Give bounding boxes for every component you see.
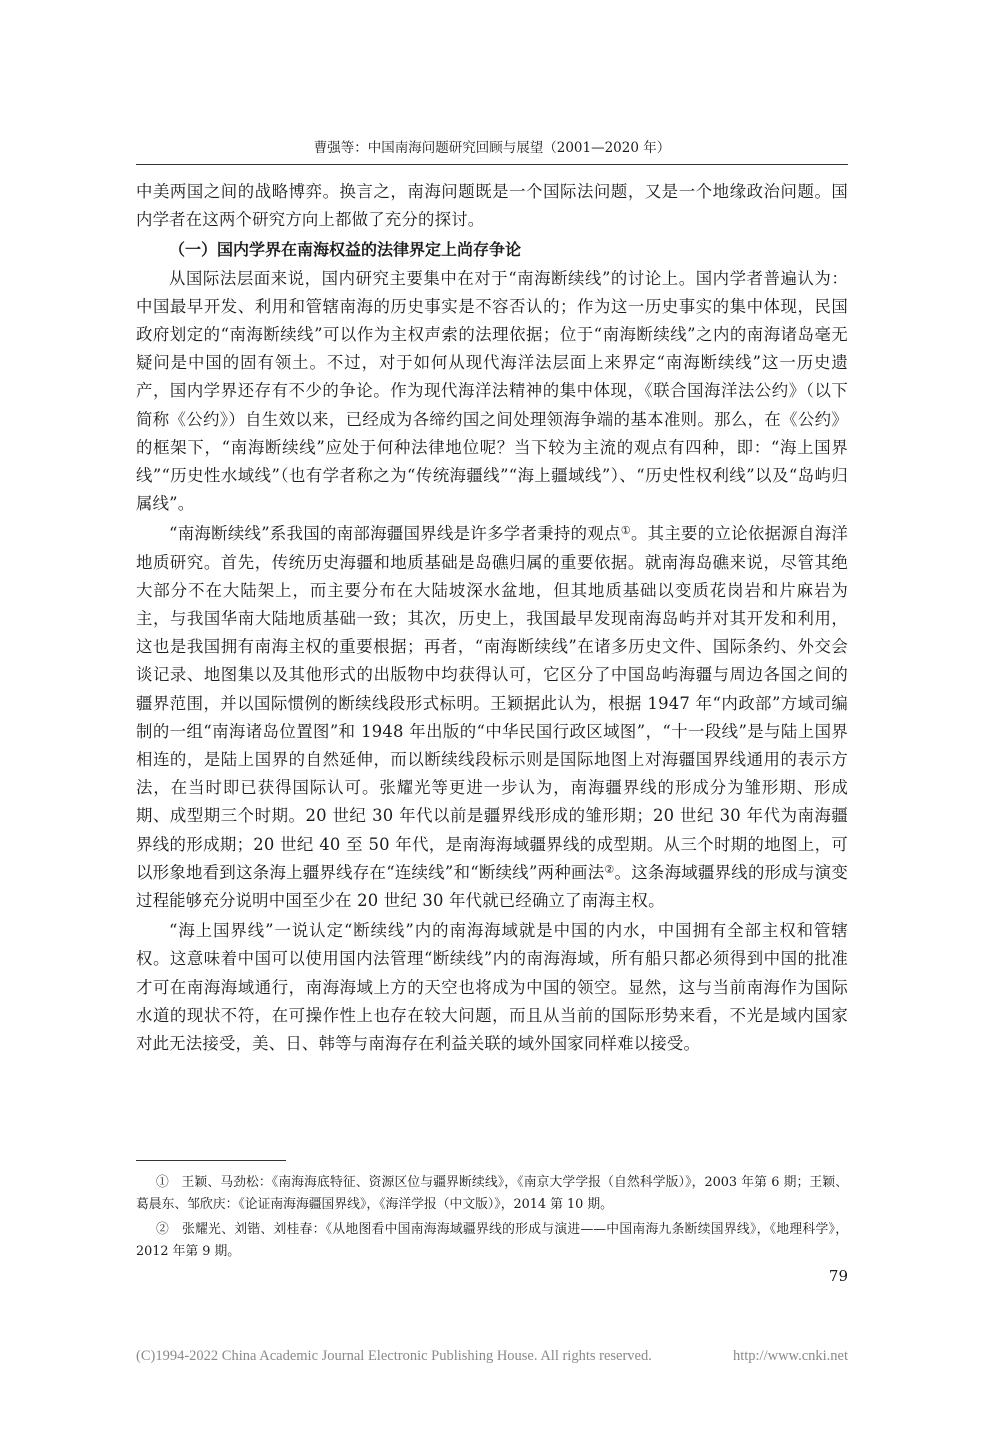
paragraph-1: 中美两国之间的战略博弈。换言之，南海问题既是一个国际法问题，又是一个地缘政治问题。国内学者在这两个研究方向上都做了充分的探讨。 [136, 182, 848, 230]
running-title: 曹强等：中国南海问题研究回顾与展望（2001—2020 年） [313, 140, 671, 156]
footnote-2 [136, 1219, 848, 1262]
paragraph-4: “海上国界线”一说认定“断续线”内的南海海域就是中国的内水，中国拥有全部主权和管辖权。这意味着中国可以使用国内法管理“断续线”内的南海海域，所有船只都必须得到中国的批准才可在南海海域通行，南海海域上方的天空也将成为中国的领空。显然，这与当前南海作为国际水道的现状不符，在可操作性上也存在较大问题，而且从当前的国际形势来看，不光是域内国家对此无法接受，美、日、韩等与南海存在利益关联的域外国家同样难以接受。 [136, 921, 848, 1054]
footnote-ref-2[interactable]: ② [604, 862, 615, 876]
copyright-footer [136, 1348, 848, 1365]
paragraph-2: 从国际法层面来说，国内研究主要集中在对于“南海断续线”的讨论上。国内学者普遍认为：中国最早开发、利用和管辖南海的历史事实是不容否认的；作为这一历史事实的集中体现，民国政府划定的“南海断续线”可以作为主权声索的法理依据；位于“南海断续线”之内的南海诸岛毫无疑问是中国的固有领土。不过，对于如何从现代海洋法层面上来界定“南海断续线”这一历史遗产，国内学界还存有不少的争论。作为现代海洋法精神的集中体现，《联合国海洋法公约》（以下简称《公约》）自生效以来，已经成为各缔约国之间处理领海争端的基本准则。那么，在《公约》的框架下，“南海断续线”应处于何种法律地位呢？当下较为主流的观点有四种，即：“海上国界线”“历史性水域线”（也有学者称之为“传统海疆线”“海上疆域线”）、“历史性权利线”以及“岛屿归属线”。 [136, 268, 848, 514]
footnote-2-mark: ② [156, 1222, 170, 1237]
footnote-1-mark: ① [156, 1175, 169, 1190]
running-header [136, 139, 848, 157]
section-heading: （一）国内学界在南海权益的法律界定上尚存争论 [169, 240, 522, 260]
publisher-url[interactable]: http://www.cnki.net [732, 1348, 848, 1364]
paragraph-3 [136, 520, 848, 915]
footnote-1-text: 王颖、马劲松：《南海海底特征、资源区位与疆界断续线》，《南京大学学报（自然科学版）》，2003 年第 6 期；王颖、葛晨东、邹欣庆：《论证南海海疆国界线》，《海洋学报（中文版）》，2014 第 10 期。 [136, 1175, 848, 1212]
article-body [136, 178, 848, 1058]
footnote-1 [136, 1172, 848, 1215]
copyright-text: (C)1994-2022 China Academic Journal Electronic Publishing House. All rights reserved. [136, 1348, 652, 1364]
footnotes [136, 1172, 848, 1266]
paragraph-3-text-a: “南海断续线”系我国的南部海疆国界线是许多学者秉持的观点 [169, 524, 621, 544]
header-rule [136, 164, 848, 165]
page-number: 79 [828, 1267, 848, 1285]
footnote-ref-1[interactable]: ① [620, 524, 631, 538]
paragraph-3-text-b: 。其主要的立论依据源自海洋地质研究。首先，传统历史海疆和地质基础是岛礁归属的重要依据。就南海岛礁来说，尽管其绝大部分不在大陆架上，而主要分布在大陆坡深水盆地，但其地质基础以变质花岗岩和片麻岩为主，与我国华南大陆地质基础一致；其次，历史上，我国最早发现南海岛屿并对其开发和利用，这也是我国拥有南海主权的重要根据；再者，“南海断续线”在诸多历史文件、国际条约、外交会谈记录、地图集以及其他形式的出版物中均获得认可，它区分了中国岛屿海疆与周边各国之间的疆界范围，并以国际惯例的断续线段形式标明。王颖据此认为，根据 1947 年“内政部”方域司编制的一组“南海诸岛位置图”和 1948 年出版的“中华民国行政区域图”，“十一段线”是与陆上国界相连的，是陆上国界的自然延伸，而以断续线段标示则是国际地图上对海疆国界线通用的表示方法，在当时即已获得国际认可。张耀光等更进一步认为，南海疆界线的形成分为雏形期、形成期、成型期三个时期。20 世纪 30 年代以前是疆界线形成的雏形期；20 世纪 30 年代为南海疆界线的形成期；20 世纪 40 至 50 年代，是南海海域疆界线的成型期。从三个时期的地图上，可以形象地看到这条海上疆界线存在“连续线”和“断续线”两种画法 [136, 524, 849, 882]
paragraph-3-text-c: 。这条海域疆界线的形成与演变过程能够充分说明中国至少在 20 世纪 30 年代就已经确立了南海主权。 [136, 862, 848, 911]
footnote-rule [136, 1160, 286, 1161]
footnote-2-text: 张耀光、刘锴、刘桂春：《从地图看中国南海海域疆界线的形成与演进——中国南海九条断续国界线》，《地理科学》，2012 年第 9 期。 [136, 1222, 848, 1259]
